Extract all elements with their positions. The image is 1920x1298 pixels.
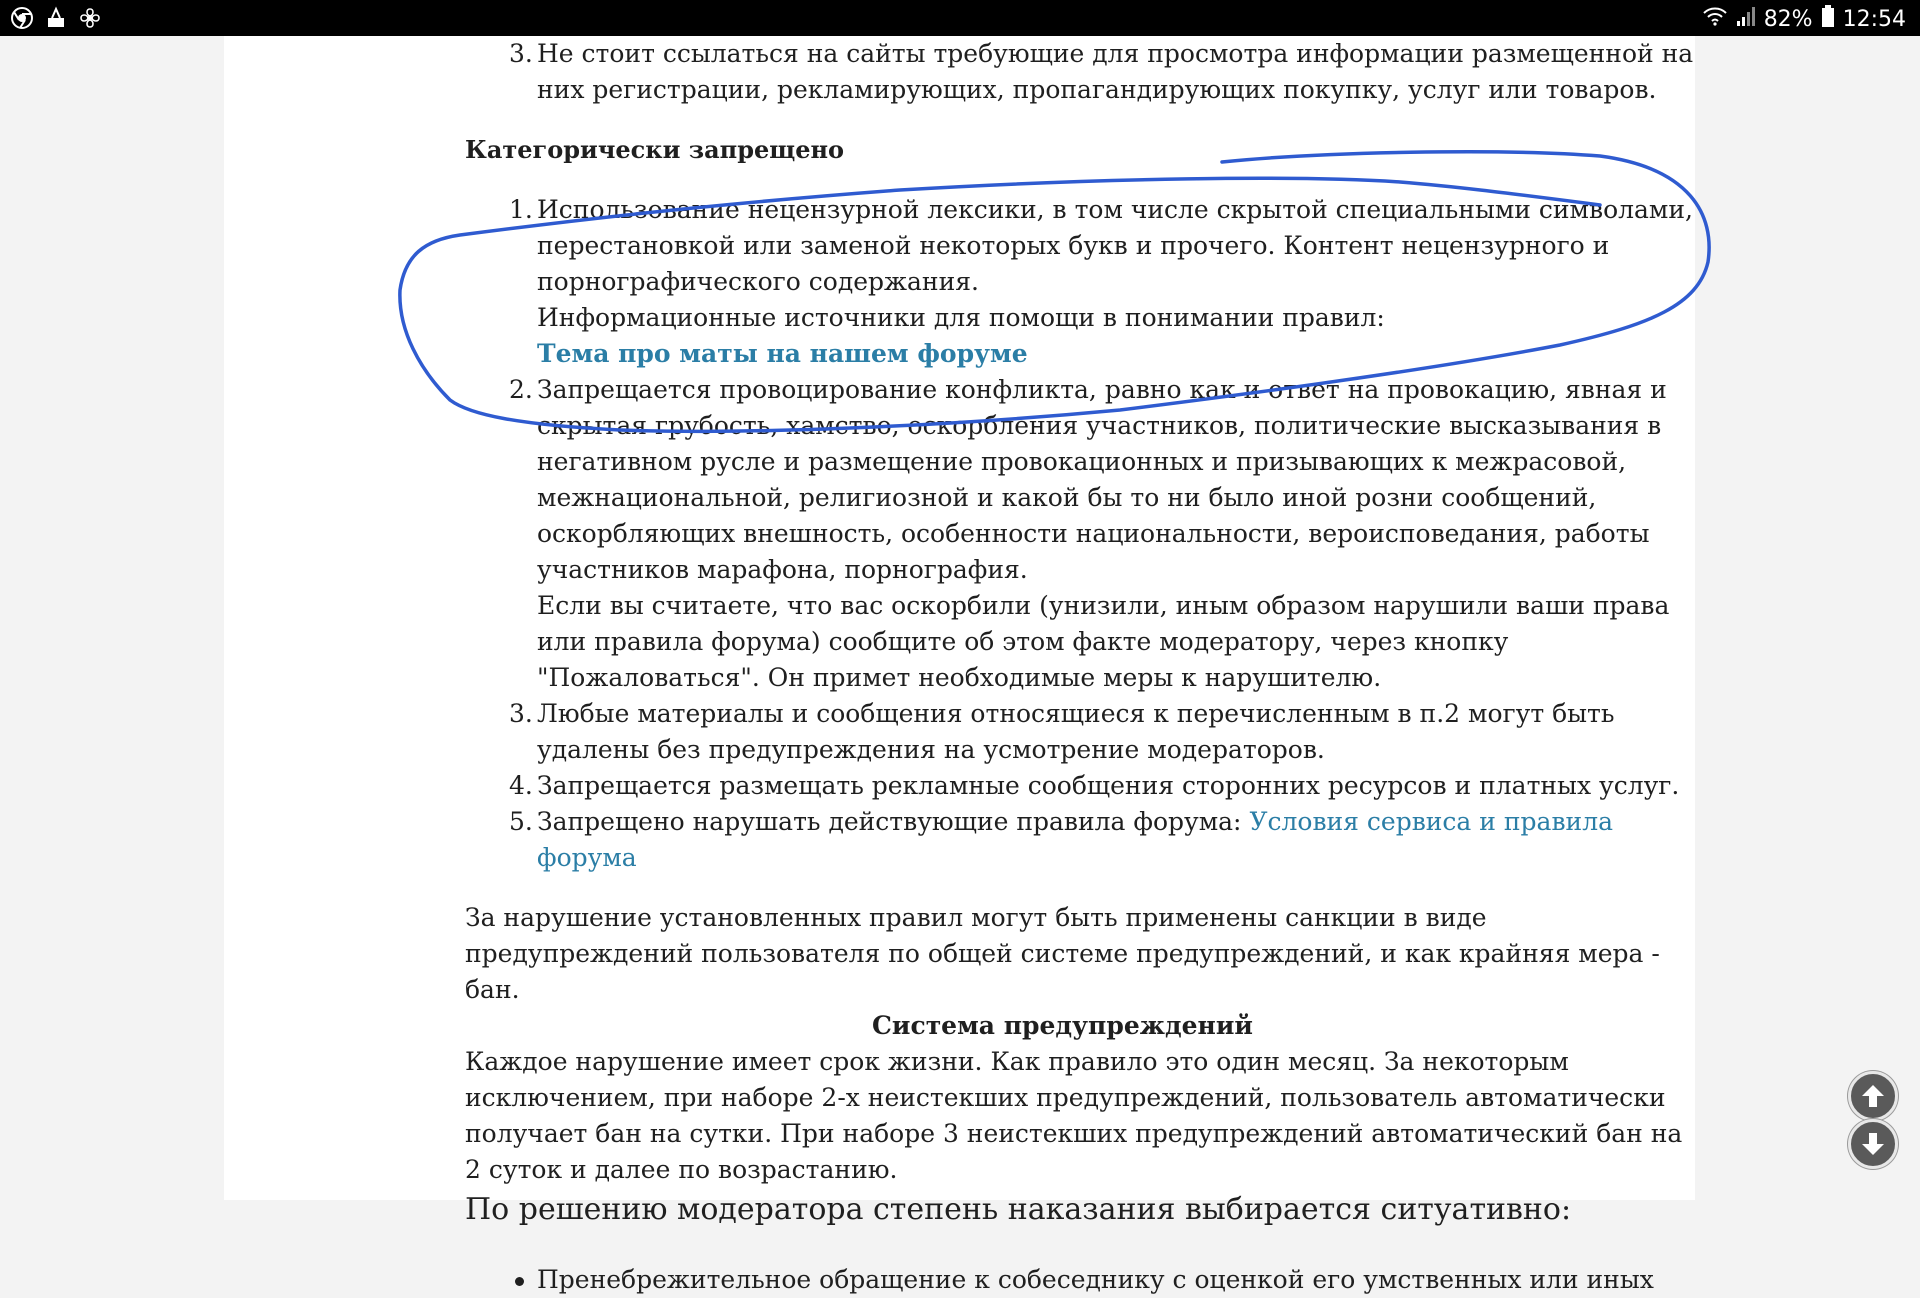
clock: 12:54	[1842, 6, 1906, 32]
forbidden-heading: Категорически запрещено	[465, 135, 845, 164]
forbidden-list	[465, 192, 1695, 876]
list-item	[465, 1262, 1695, 1298]
list-item	[465, 192, 1695, 372]
cleaner-icon	[44, 6, 68, 30]
signal-icon	[1736, 5, 1756, 33]
list-number: 4.	[509, 771, 533, 800]
wifi-icon	[1702, 5, 1728, 33]
list-item-text: Пренебрежительное обращение к собеседнику с оценкой его умственных или иных	[537, 1265, 1654, 1294]
warnings-title: Система предупреждений	[872, 1011, 1253, 1040]
list-item	[465, 36, 1695, 108]
list-item-text: Не стоит ссылаться на сайты требующие для просмотра информации размещенной на них регистрации, рекламирующих, пропагандирующих покупку, услуг или товаров.	[537, 39, 1694, 104]
system-status	[1702, 5, 1906, 33]
chrome-icon	[10, 6, 34, 30]
arrow-up-icon	[1858, 1081, 1888, 1111]
list-number: 5.	[509, 807, 533, 836]
list-number: 3.	[509, 699, 533, 728]
page-content-area	[224, 36, 1695, 1294]
list-item	[465, 768, 1695, 804]
sanctions-text: За нарушение установленных правил могут быть применены санкции в виде предупреждений пользователя по общей системе предупреждений, и как крайняя мера - бан.	[465, 903, 1660, 1004]
fan-icon	[78, 6, 102, 30]
list-item-text: Запрещается провоцирование конфликта, равно как и ответ на провокацию, явная и скрытая грубость, хамство, оскорбления участников, политические высказывания в негативном русле и размещение провокационных и призывающих к межрасовой, межнациональной, религиозной и какой бы то ни было иной розни сообщений, оскорбляющих внешность, особенности национальности, вероисповедания, работы участников марафона, порнография.	[537, 375, 1667, 584]
moderator-heading: По решению модератора степень наказания выбирается ситуативно:	[465, 1192, 1572, 1227]
list-item-extra: Если вы считаете, что вас оскорбили (унизили, иным образом нарушили ваши права или правила форума) сообщите об этом факте модератору, через кнопку "Пожаловаться". Он примет необходимые меры к нарушителю.	[537, 591, 1670, 692]
list-number: 2.	[509, 375, 533, 404]
terms-link[interactable]: Условия сервиса и правила форума	[537, 807, 1613, 872]
list-item-text: Запрещено нарушать действующие правила форума:	[537, 807, 1250, 836]
mat-topic-link[interactable]: Тема про маты на нашем форуме	[537, 339, 1028, 368]
notification-icons	[10, 6, 102, 30]
list-item-text: Использование нецензурной лексики, в том числе скрытой специальными символами, перестановкой или заменой некоторых букв и прочего. Контент нецензурного и порнографического содержания.	[537, 195, 1693, 296]
forum-rules-content	[465, 36, 1695, 1298]
scroll-up-button[interactable]	[1848, 1071, 1898, 1121]
list-item	[465, 804, 1695, 876]
list-number: 3.	[509, 39, 533, 68]
scroll-down-button[interactable]	[1848, 1119, 1898, 1169]
warnings-text: Каждое нарушение имеет срок жизни. Как правило это один месяц. За некоторым исключением, при наборе 2-х неистекших предупреждений, пользователь автоматически получает бан на сутки. При наборе 3 неистекших предупреждений автоматический бан на 2 суток и далее по возрастанию.	[465, 1047, 1683, 1184]
list-item	[465, 372, 1695, 696]
status-bar	[0, 0, 1920, 36]
battery-icon	[1821, 5, 1835, 33]
list-item-text: Запрещается размещать рекламные сообщения сторонних ресурсов и платных услуг.	[537, 771, 1680, 800]
arrow-down-icon	[1858, 1129, 1888, 1159]
battery-percent: 82%	[1763, 6, 1813, 32]
list-item-text: Любые материалы и сообщения относящиеся к перечисленным в п.2 могут быть удалены без предупреждения на усмотрение модераторов.	[537, 699, 1615, 764]
list-item	[465, 696, 1695, 768]
list-number: 1.	[509, 195, 533, 224]
list-item-extra: Информационные источники для помощи в понимании правил:	[537, 303, 1385, 332]
